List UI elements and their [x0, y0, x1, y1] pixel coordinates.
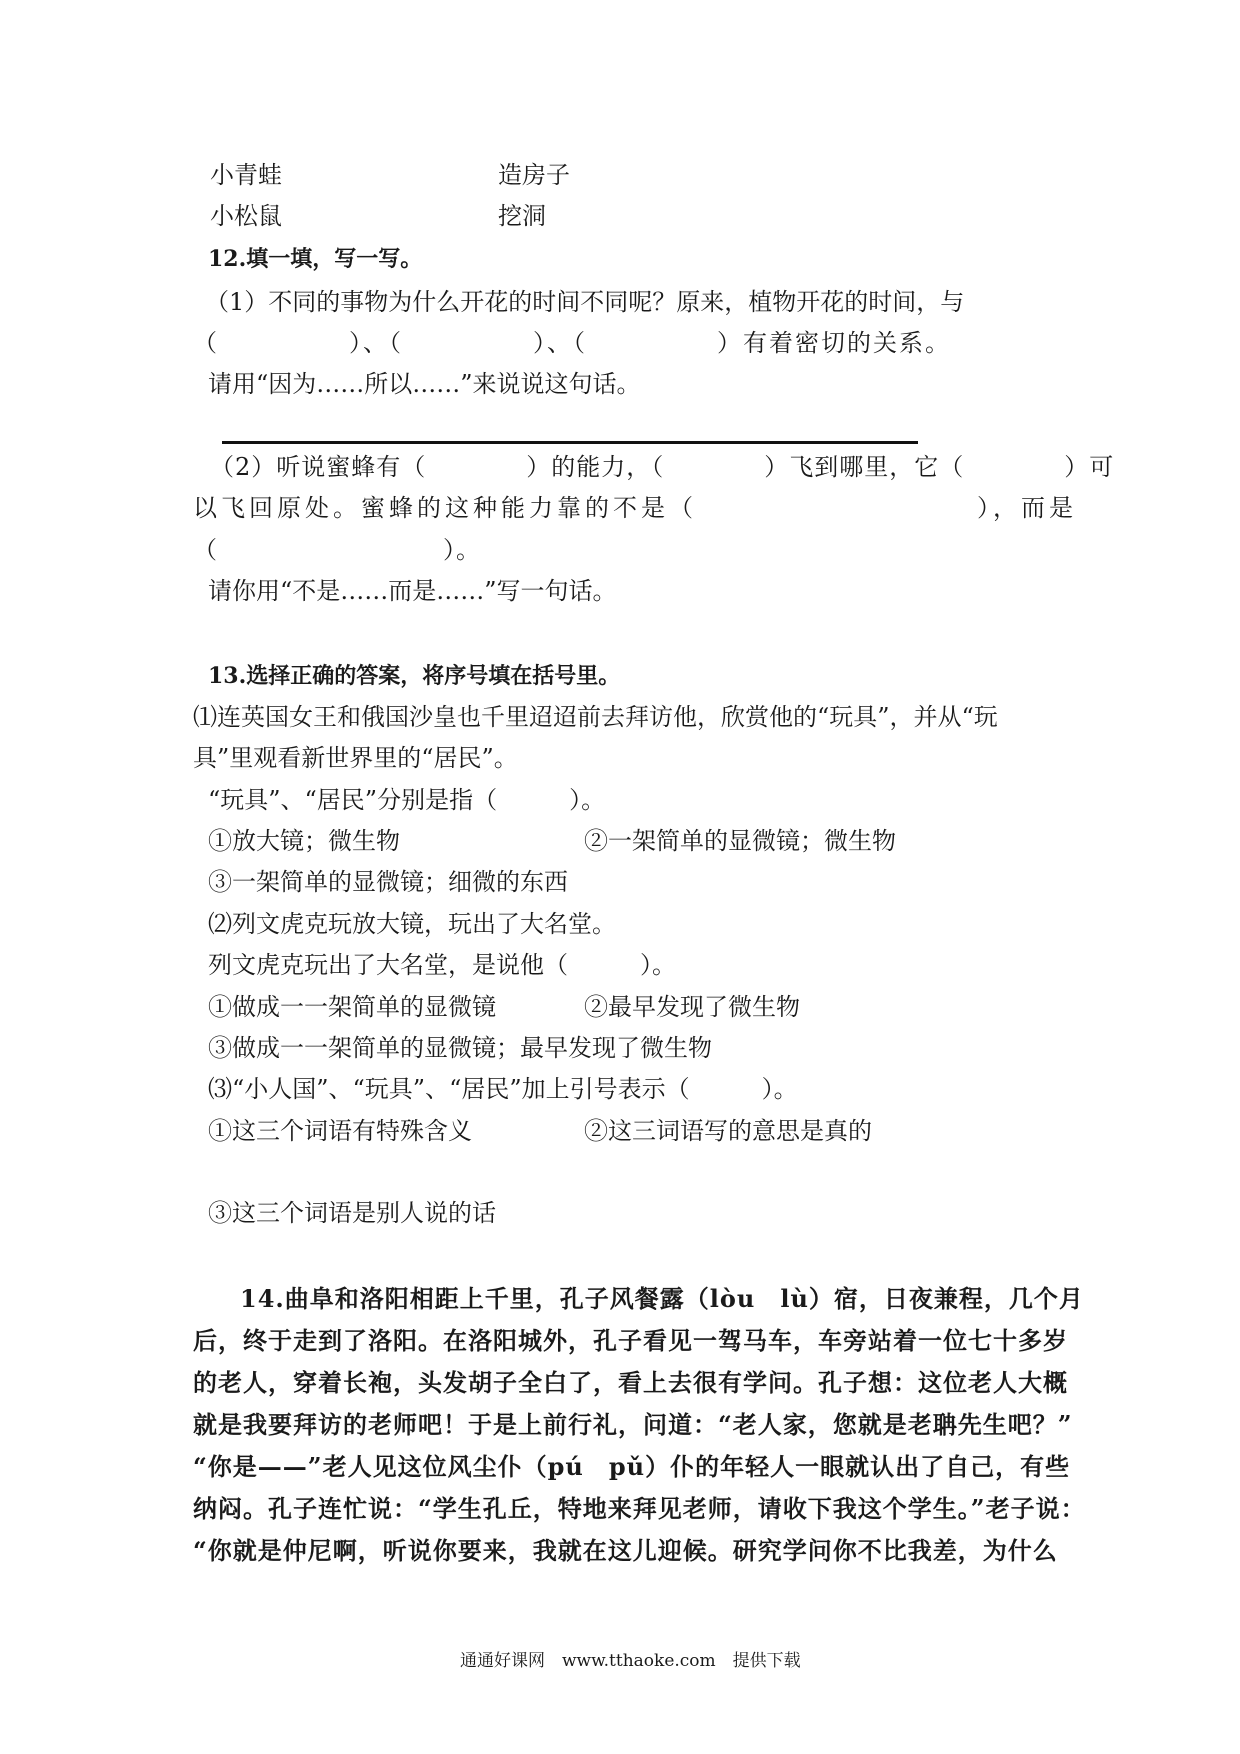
match-left-2: 小松鼠: [210, 202, 282, 230]
match-right-2: 挖洞: [498, 202, 546, 230]
q12-p2-line3: （ ）。: [193, 536, 481, 564]
q13-title: 13.选择正确的答案，将序号填在括号里。: [208, 663, 621, 689]
q12-p2-line2: 以飞回原处。蜜蜂的这种能力靠的不是（ ），而是: [193, 494, 1077, 522]
q12-p1-prompt: 请用“因为……所以……”来说说这句话。: [208, 370, 641, 398]
q13-s2-option-3: ③做成一一架简单的显微镜；最早发现了微生物: [208, 1034, 712, 1062]
q13-s2-option-2: ②最早发现了微生物: [584, 993, 800, 1021]
q12-p2-line1: （2）听说蜜蜂有（ ）的能力，（ ）飞到哪里，它（ ）可: [210, 453, 1115, 481]
q14-line-4: 就是我要拜访的老师吧！于是上前行礼，问道：“老人家，您就是老聃先生吧？”: [193, 1410, 1073, 1439]
q13-s1-option-1: ①放大镜；微生物: [208, 827, 400, 855]
q13-s1-line1: ⑴连英国女王和俄国沙皇也千里迢迢前去拜访他，欣赏他的“玩具”，并从“玩: [193, 703, 998, 731]
match-right-1: 造房子: [498, 161, 570, 189]
q12-p1-line1: （1）不同的事物为什么开花的时间不同呢？原来，植物开花的时间，与: [205, 288, 965, 316]
q13-s3-option-2: ②这三词语写的意思是真的: [584, 1117, 872, 1145]
match-left-1: 小青蛙: [210, 161, 282, 189]
q13-s3-option-1: ①这三个词语有特殊含义: [208, 1117, 472, 1145]
q13-s2-question: 列文虎克玩出了大名堂，是说他（ ）。: [208, 951, 676, 979]
q13-s2-line1: ⑵列文虎克玩放大镜，玩出了大名堂。: [208, 910, 616, 938]
q13-s1-line2: 具”里观看新世界里的“居民”。: [193, 744, 518, 772]
q12-title: 12.填一填，写一写。: [208, 246, 423, 272]
q13-s1-question: “玩具”、“居民”分别是指（ ）。: [208, 786, 606, 814]
q12-answer-line: [222, 441, 918, 444]
q13-s2-option-1: ①做成一一架简单的显微镜: [208, 993, 496, 1021]
q14-line-5: “你是——”老人见这位风尘仆（pú pǔ）仆的年轻人一眼就认出了自己，有些: [193, 1452, 1071, 1481]
q13-s3-question: ⑶“小人国”、“玩具”、“居民”加上引号表示（ ）。: [208, 1075, 798, 1103]
q12-p1-line2: （ ）、（ ）、（ ）有着密切的关系。: [193, 329, 951, 357]
q14-line-2: 后，终于走到了洛阳。在洛阳城外，孔子看见一驾马车，车旁站着一位七十多岁: [193, 1326, 1068, 1355]
q13-s3-option-3: ③这三个词语是别人说的话: [208, 1199, 496, 1227]
q14-line-1: 14.曲阜和洛阳相距上千里，孔子风餐露（lòu lù）宿，日夜兼程，几个月: [240, 1284, 1084, 1313]
q13-s1-option-2: ②一架简单的显微镜；微生物: [584, 827, 896, 855]
q13-s1-option-3: ③一架简单的显微镜；细微的东西: [208, 868, 568, 896]
q14-line-3: 的老人，穿着长袍，头发胡子全白了，看上去很有学问。孔子想：这位老人大概: [193, 1368, 1068, 1397]
q14-line-7: “你就是仲尼啊，听说你要来，我就在这儿迎候。研究学问你不比我差，为什么: [193, 1536, 1058, 1565]
q14-line-6: 纳闷。孔子连忙说：“学生孔丘，特地来拜见老师，请收下我这个学生。”老子说：: [193, 1494, 1086, 1523]
q12-p2-prompt: 请你用“不是……而是……”写一句话。: [208, 577, 617, 605]
page-footer: 通通好课网 www.tthaoke.com 提供下载: [460, 1651, 801, 1671]
